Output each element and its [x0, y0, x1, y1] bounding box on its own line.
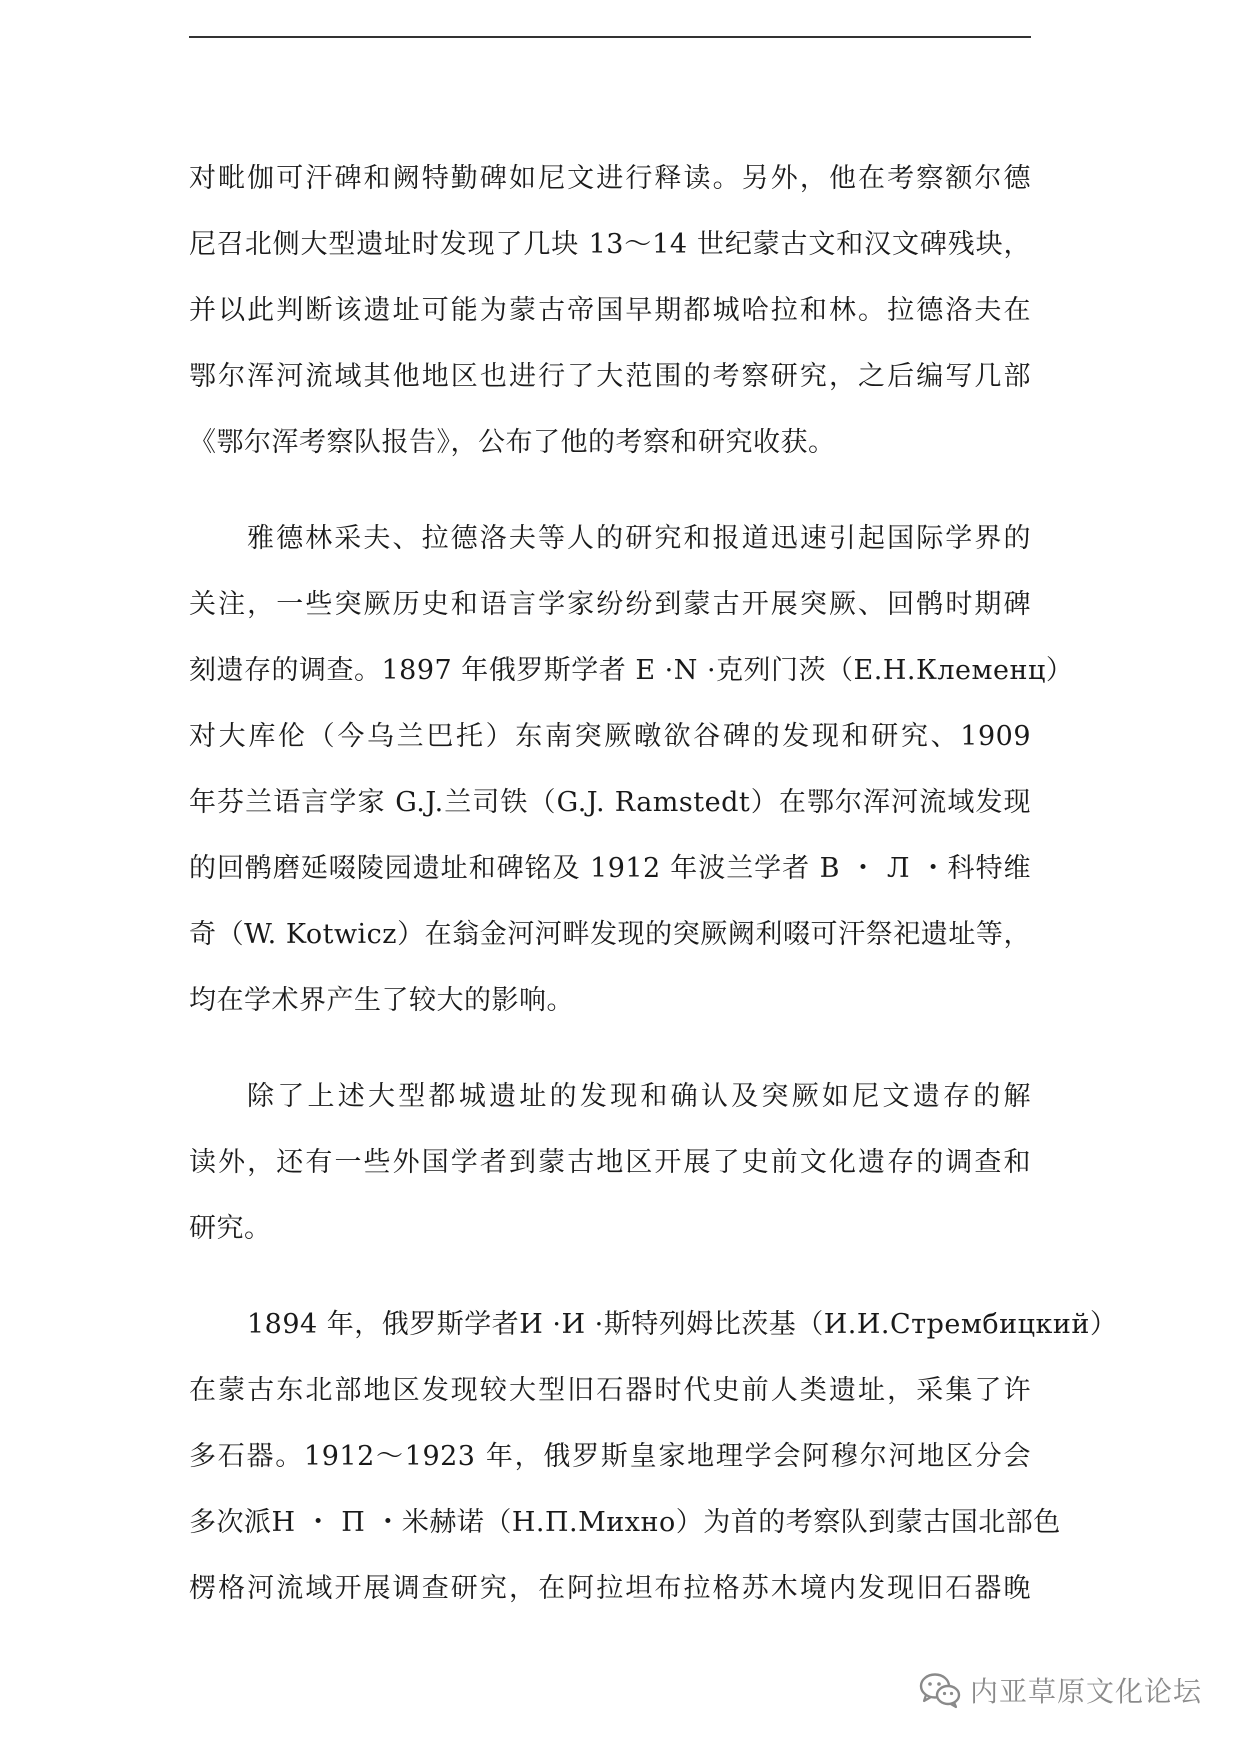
wechat-icon	[918, 1670, 962, 1710]
text-line: 并以此判断该遗址可能为蒙古帝国早期都城哈拉和林。拉德洛夫在	[189, 295, 1031, 326]
text-line: 读外，还有一些外国学者到蒙古地区开展了史前文化遗存的调查和	[189, 1147, 1031, 1178]
paragraph	[189, 506, 1074, 1034]
text-line: 《鄂尔浑考察队报告》，公布了他的考察和研究收获。	[189, 427, 836, 458]
text-line: 多次派Н ・ П ・米赫诺（Н.П.Михно）为首的考察队到蒙古国北部色	[189, 1507, 1061, 1538]
paragraph	[189, 1292, 1118, 1622]
text-line: 在蒙古东北部地区发现较大型旧石器时代史前人类遗址，采集了许	[189, 1375, 1031, 1406]
text-line: 年芬兰语言学家 G.J.兰司铁（G.J. Ramstedt）在鄂尔浑河流域发现	[189, 787, 1031, 818]
text-line: 楞格河流域开展调查研究，在阿拉坦布拉格苏木境内发现旧石器晚	[189, 1573, 1031, 1604]
text-line: 关注，一些突厥历史和语言学家纷纷到蒙古开展突厥、回鹘时期碑	[189, 589, 1031, 620]
text-line: 刻遗存的调查。1897 年俄罗斯学者 E ·N ·克列门茨（Е.Н.Клеменц）	[189, 655, 1074, 686]
text-line: 对毗伽可汗碑和阙特勤碑如尼文进行释读。另外，他在考察额尔德	[189, 163, 1031, 194]
text-line: 奇（W. Kotwicz）在翁金河河畔发现的突厥阙利啜可汗祭祀遗址等，	[189, 919, 1031, 950]
watermark-text: 内亚草原文化论坛	[970, 1675, 1203, 1708]
text-line: 1894 年，俄罗斯学者И ·И ·斯特列姆比茨基（И.И.Стрембицкий）	[247, 1309, 1118, 1340]
document-body	[189, 146, 1118, 1652]
text-line: 的回鹘磨延啜陵园遗址和碑铭及 1912 年波兰学者 B ・ Л ・科特维	[189, 853, 1031, 884]
text-line: 雅德林采夫、拉德洛夫等人的研究和报道迅速引起国际学界的	[247, 523, 1031, 554]
text-line: 鄂尔浑河流域其他地区也进行了大范围的考察研究，之后编写几部	[189, 361, 1031, 392]
text-line: 除了上述大型都城遗址的发现和确认及突厥如尼文遗存的解	[247, 1081, 1031, 1112]
text-line: 多石器。1912～1923 年，俄罗斯皇家地理学会阿穆尔河地区分会	[189, 1441, 1031, 1472]
text-line: 均在学术界产生了较大的影响。	[189, 985, 574, 1016]
text-line: 研究。	[189, 1213, 272, 1244]
header-rule	[189, 36, 1031, 38]
watermark	[918, 1668, 1202, 1712]
paragraph	[189, 146, 1031, 476]
paragraph	[189, 1064, 1031, 1262]
text-line: 尼召北侧大型遗址时发现了几块 13～14 世纪蒙古文和汉文碑残块，	[189, 229, 1031, 260]
text-line: 对大库伦（今乌兰巴托）东南突厥暾欲谷碑的发现和研究、1909	[189, 721, 1031, 752]
